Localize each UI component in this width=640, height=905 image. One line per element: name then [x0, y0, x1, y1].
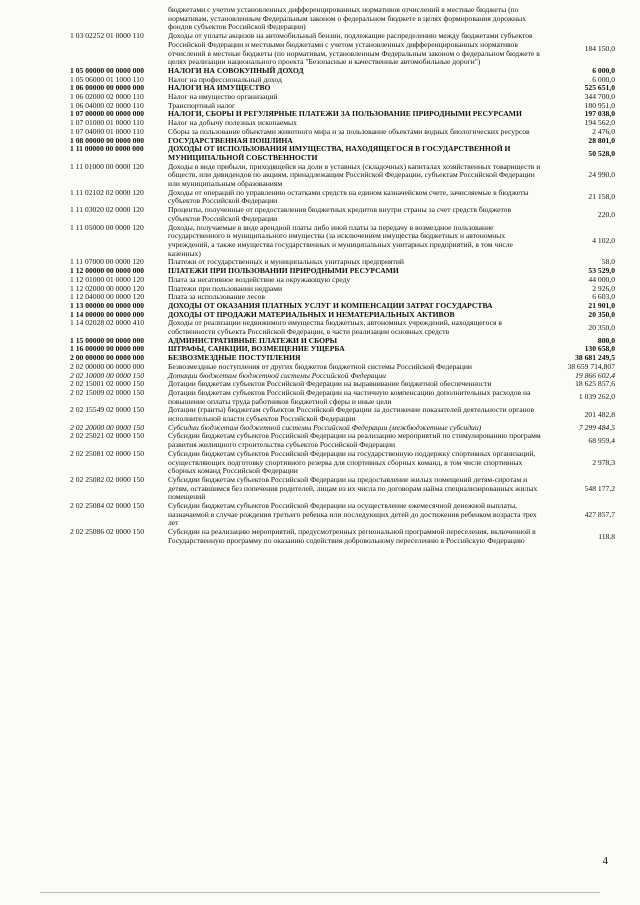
budget-code-cell: 1 07 04000 01 0000 110	[70, 126, 144, 136]
revenue-name-cell: Субсидии бюджетам субъектов Российской Федерации на осуществление ежемесячной денежной выплаты, назначаемой в случае рождения третьего ребенка или последующих детей до достижения ребенком возраста трех лет	[168, 501, 537, 528]
revenue-name-cell: ШТРАФЫ, САНКЦИИ, ВОЗМЕЩЕНИЕ УЩЕРБА	[168, 344, 345, 354]
budget-code-cell: 2 02 15549 02 0000 150	[70, 405, 145, 415]
table-row	[70, 285, 615, 294]
revenue-name-cell: Доходы от операций по управлению остатками средств на едином казначейском счете, зачисляемые в бюджеты субъектов Российской Федерации	[168, 187, 529, 206]
budget-code-cell: 2 02 25086 02 0000 150	[70, 527, 145, 537]
budget-code-cell: 1 11 01000 00 0000 120	[70, 161, 144, 171]
revenue-name-cell: ДОХОДЫ ОТ ОКАЗАНИЯ ПЛАТНЫХ УСЛУГ И КОМПЕНСАЦИИ ЗАТРАТ ГОСУДАРСТВА	[168, 300, 493, 310]
table-row	[70, 389, 615, 406]
amount-cell: 6 000,0	[592, 74, 615, 84]
amount-cell: 220,0	[597, 209, 615, 219]
table-row	[70, 450, 615, 476]
revenue-name-cell: бюджетами с учетом установленных дифференцированных нормативов отчислений в местные бюджеты (по нормативам, установленным Федеральным законом о федеральном бюджете в целях формирования дорожных фондов субъектов Российской Федерации)	[168, 5, 527, 32]
budget-code-cell: 2 02 25021 02 0000 150	[70, 431, 145, 441]
revenue-name-cell: Налог на имущество организаций	[168, 92, 278, 102]
amount-cell: 53 529,0	[588, 266, 615, 276]
revenue-name-cell: Проценты, полученные от предоставления бюджетных кредитов внутри страны за счет средств бюджетов субъектов Российской Федерации	[168, 205, 512, 223]
budget-code-cell: 1 03 02252 01 0000 110	[70, 31, 144, 41]
table-row	[70, 6, 615, 32]
revenue-name-cell: Доходы от реализации недвижимого имущества бюджетных, автономных учреждений, находящегося в собственности субъекта Российской Федерации, в части реализации основных средств	[168, 318, 502, 337]
amount-cell: 58,0	[601, 257, 615, 267]
revenue-name-cell: БЕЗВОЗМЕЗДНЫЕ ПОСТУПЛЕНИЯ	[168, 353, 301, 363]
budget-code-cell: 1 07 00000 00 0000 000	[70, 109, 145, 119]
revenue-name-cell: НАЛОГИ НА ИМУЩЕСТВО	[168, 83, 271, 93]
revenue-name-cell: Субсидии бюджетам субъектов Российской Федерации на государственную поддержку спортивных организаций, осуществляющих подготовку спортивного резерва для спортивных сборных команд, в том числе спортивных сборных команд Российской Федерации	[168, 448, 536, 476]
table-row	[70, 476, 615, 502]
table-row	[70, 32, 615, 67]
budget-code-cell: 1 08 00000 00 0000 000	[70, 135, 145, 145]
amount-cell: 194 562,0	[584, 118, 615, 128]
revenue-name-cell: НАЛОГИ НА СОВОКУПНЫЙ ДОХОД	[168, 65, 304, 75]
budget-code-cell: 1 06 00000 00 0000 000	[70, 83, 145, 93]
amount-cell: 6 603,0	[592, 292, 615, 302]
budget-code-cell: 2 02 10000 00 0000 150	[70, 370, 145, 380]
amount-cell: 201 482,8	[584, 409, 615, 419]
amount-cell: 4 102,0	[592, 235, 615, 245]
table-row	[70, 76, 615, 85]
budget-code-cell: 1 06 04000 02 0000 110	[70, 100, 144, 110]
budget-code-cell: 1 11 00000 00 0000 000	[70, 144, 144, 154]
revenue-name-cell: АДМИНИСТРАТИВНЫЕ ПЛАТЕЖИ И СБОРЫ	[168, 335, 338, 345]
revenue-name-cell: ДОХОДЫ ОТ ПРОДАЖИ МАТЕРИАЛЬНЫХ И НЕМАТЕРИАЛЬНЫХ АКТИВОВ	[168, 309, 455, 319]
page-bottom-divider	[40, 892, 600, 893]
revenue-name-cell: Налог на добычу полезных ископаемых	[168, 118, 297, 128]
revenue-name-cell: Налог на профессиональный доход	[168, 74, 282, 84]
revenue-name-cell: Дотации (гранты) бюджетам субъектов Российской Федерации за достижение показателей деятельности органов исполнительной власти субъектов Российской Федерации	[168, 405, 535, 424]
budget-code-cell: 2 02 20000 00 0000 150	[70, 422, 145, 432]
amount-cell: 1 039 262,0	[578, 392, 615, 402]
amount-cell: 38 681 249,5	[575, 353, 615, 363]
table-row	[70, 128, 615, 137]
budget-code-cell: 2 02 15009 02 0000 150	[70, 387, 145, 397]
table-row	[70, 528, 615, 545]
revenue-name-cell: Дотации бюджетам субъектов Российской Федерации на частичную компенсацию дополнительных расходов на повышение оплаты труда работников бюджетной сферы и иные цели	[168, 387, 531, 406]
table-row	[70, 345, 615, 354]
amount-cell: 800,0	[597, 335, 615, 345]
amount-cell: 28 801,0	[588, 135, 615, 145]
budget-code-cell: 1 11 03020 02 0000 120	[70, 205, 144, 215]
amount-cell: 38 659 714,807	[567, 361, 615, 371]
amount-cell: 7 299 484,5	[578, 422, 615, 432]
revenue-name-cell: Доходы, получаемые в виде арендной платы либо иной платы за передачу в возмездное пользование государственного и муниципального имущества (за исключением имущества бюджетных и автономных учреждений, а также имущества государственных и муниципальных унитарных предприятий, в том числе казенных)	[168, 222, 513, 258]
budget-code-cell: 1 16 00000 00 0000 000	[70, 344, 145, 354]
budget-code-cell: 1 15 00000 00 0000 000	[70, 335, 145, 345]
table-row	[70, 84, 615, 93]
revenue-name-cell: ДОХОДЫ ОТ ИСПОЛЬЗОВАНИЯ ИМУЩЕСТВА, НАХОДЯЩЕГОСЯ В ГОСУДАРСТВЕННОЙ И МУНИЦИПАЛЬНОЙ СОБСТВЕННОСТИ	[168, 144, 511, 162]
budget-code-cell: 2 02 15001 02 0000 150	[70, 379, 145, 389]
budget-code-cell: 1 11 07000 00 0000 120	[70, 257, 144, 267]
amount-cell: 118,8	[598, 531, 615, 541]
revenue-name-cell: Платежи при пользовании недрами	[168, 283, 283, 293]
budget-code-cell: 2 02 25082 02 0000 150	[70, 474, 145, 484]
budget-code-cell: 1 14 02028 02 0000 410	[70, 318, 145, 328]
revenue-name-cell: Субсидии бюджетам субъектов Российской Федерации на реализацию мероприятий по стимулированию программ развития жилищного строительства субъектов Российской Федерации	[168, 431, 541, 450]
revenue-name-cell: Безвозмездные поступления от других бюджетов бюджетной системы Российской Федерации	[168, 361, 472, 371]
revenue-name-cell: Дотации бюджетам субъектов Российской Федерации на выравнивание бюджетной обеспеченности	[168, 379, 492, 389]
amount-cell: 184 150,0	[584, 44, 615, 54]
budget-code-cell: 2 02 25084 02 0000 150	[70, 501, 145, 511]
amount-cell: 197 038,0	[584, 109, 615, 119]
amount-cell: 130 658,0	[584, 344, 615, 354]
revenue-name-cell: Доходы в виде прибыли, приходящейся на доли в уставных (складочных) капиталах хозяйственных товариществ и обществ, или дивидендов по акциям, принадлежащим Российской Федерации, субъектам Российской Федерации или муниципальным образованиям	[168, 161, 541, 189]
budget-code-cell: 1 14 00000 00 0000 000	[70, 309, 145, 319]
amount-cell: 548 177,2	[584, 483, 615, 493]
table-row	[70, 163, 615, 189]
budget-code-cell: 1 12 00000 00 0000 000	[70, 266, 145, 276]
amount-cell: 24 990,0	[588, 170, 615, 180]
table-row	[70, 502, 615, 528]
table-row	[70, 67, 615, 76]
table-row	[70, 432, 615, 449]
revenue-name-cell: Субсидии бюджетам бюджетной системы Российской Федерации (межбюджетные субсидии)	[168, 422, 482, 432]
revenue-name-cell: Доходы от уплаты акцизов на автомобильный бензин, подлежащие распределению между бюджетами субъектов Российской Федерации и местными бюджетами с учетом установленных дифференцированных нормативов отчислений в местные бюджеты (по нормативам, установленным Федеральным законом о федеральном бюджете в целях реализации национального проекта "Безопасные и качественные автомобильные дороги")	[168, 31, 540, 67]
table-row	[70, 93, 615, 102]
budget-code-cell: 1 13 00000 00 0000 000	[70, 300, 145, 310]
budget-code-cell: 1 11 02102 02 0000 120	[70, 187, 144, 197]
amount-cell: 18 625 857,6	[575, 379, 615, 389]
budget-code-cell: 1 12 01000 01 0000 120	[70, 274, 145, 284]
amount-cell: 44 000,0	[588, 274, 615, 284]
amount-cell: 427 857,7	[584, 509, 615, 519]
revenue-name-cell: Дотации бюджетам бюджетной системы Российской Федерации	[168, 370, 386, 380]
table-row	[70, 224, 615, 259]
amount-cell: 21 901,0	[588, 300, 615, 310]
table-row	[70, 206, 615, 223]
budget-code-cell: 2 02 00000 00 0000 000	[70, 361, 145, 371]
amount-cell: 20 350,0	[588, 322, 615, 332]
revenue-name-cell: ПЛАТЕЖИ ПРИ ПОЛЬЗОВАНИИ ПРИРОДНЫМИ РЕСУРСАМИ	[168, 266, 399, 276]
amount-cell: 2 476,0	[592, 126, 615, 136]
budget-code-cell: 1 06 02000 02 0000 110	[70, 92, 144, 102]
table-row	[70, 110, 615, 119]
revenue-name-cell: Платежи от государственных и муниципальных унитарных предприятий	[168, 257, 404, 267]
revenue-table	[70, 6, 615, 546]
table-row	[70, 319, 615, 336]
budget-code-cell: 2 02 25081 02 0000 150	[70, 448, 145, 458]
amount-cell	[547, 6, 615, 32]
amount-cell: 344 700,0	[584, 92, 615, 102]
budget-code-cell: 2 00 00000 00 0000 000	[70, 353, 145, 363]
amount-cell: 50 528,0	[588, 148, 615, 158]
page-number: 4	[602, 855, 608, 867]
budget-code-cell	[70, 6, 168, 32]
amount-cell: 19 866 602,4	[575, 370, 615, 380]
amount-cell: 68 959,4	[588, 435, 615, 445]
budget-code-cell: 1 11 05000 00 0000 120	[70, 222, 144, 232]
table-row	[70, 406, 615, 423]
budget-code-cell: 1 12 04000 00 0000 120	[70, 292, 145, 302]
amount-cell: 20 350,0	[588, 309, 615, 319]
amount-cell: 21 158,0	[588, 192, 615, 202]
revenue-name-cell: Сборы за пользование объектами животного мира и за пользование объектами водных биологических ресурсов	[168, 126, 530, 136]
amount-cell: 525 651,0	[584, 83, 615, 93]
revenue-name-cell: ГОСУДАРСТВЕННАЯ ПОШЛИНА	[168, 135, 293, 145]
budget-code-cell: 1 07 01000 01 0000 110	[70, 118, 144, 128]
budget-code-cell: 1 05 00000 00 0000 000	[70, 65, 145, 75]
amount-cell: 2 978,3	[592, 457, 615, 467]
amount-cell: 6 000,0	[592, 65, 615, 75]
revenue-name-cell: Плата за использование лесов	[168, 292, 265, 302]
amount-cell: 180 951,0	[584, 100, 615, 110]
revenue-name-cell: Транспортный налог	[168, 100, 236, 110]
table-row	[70, 145, 615, 162]
revenue-name-cell: Субсидии на реализацию мероприятий, предусмотренных региональной программой переселения, включенной в Государственную программу по оказанию содействия добровольному переселению в Российскую Федерацию	[168, 527, 536, 545]
budget-code-cell: 1 05 06000 01 1000 110	[70, 74, 144, 84]
table-row	[70, 189, 615, 206]
revenue-table-body	[70, 6, 615, 546]
revenue-name-cell: Плата за негативное воздействие на окружающую среду	[168, 274, 351, 284]
amount-cell: 2 926,0	[592, 283, 615, 293]
revenue-name-cell: НАЛОГИ, СБОРЫ И РЕГУЛЯРНЫЕ ПЛАТЕЖИ ЗА ПОЛЬЗОВАНИЕ ПРИРОДНЫМИ РЕСУРСАМИ	[168, 109, 522, 119]
budget-code-cell: 1 12 02000 00 0000 120	[70, 283, 145, 293]
revenue-name-cell: Субсидии бюджетам субъектов Российской Федерации на предоставление жилых помещений детям-сиротам и детям, оставшимся без попечения родителей, лицам из их числа по договорам найма специализированных жилых помещений	[168, 474, 538, 502]
table-row	[70, 276, 615, 285]
